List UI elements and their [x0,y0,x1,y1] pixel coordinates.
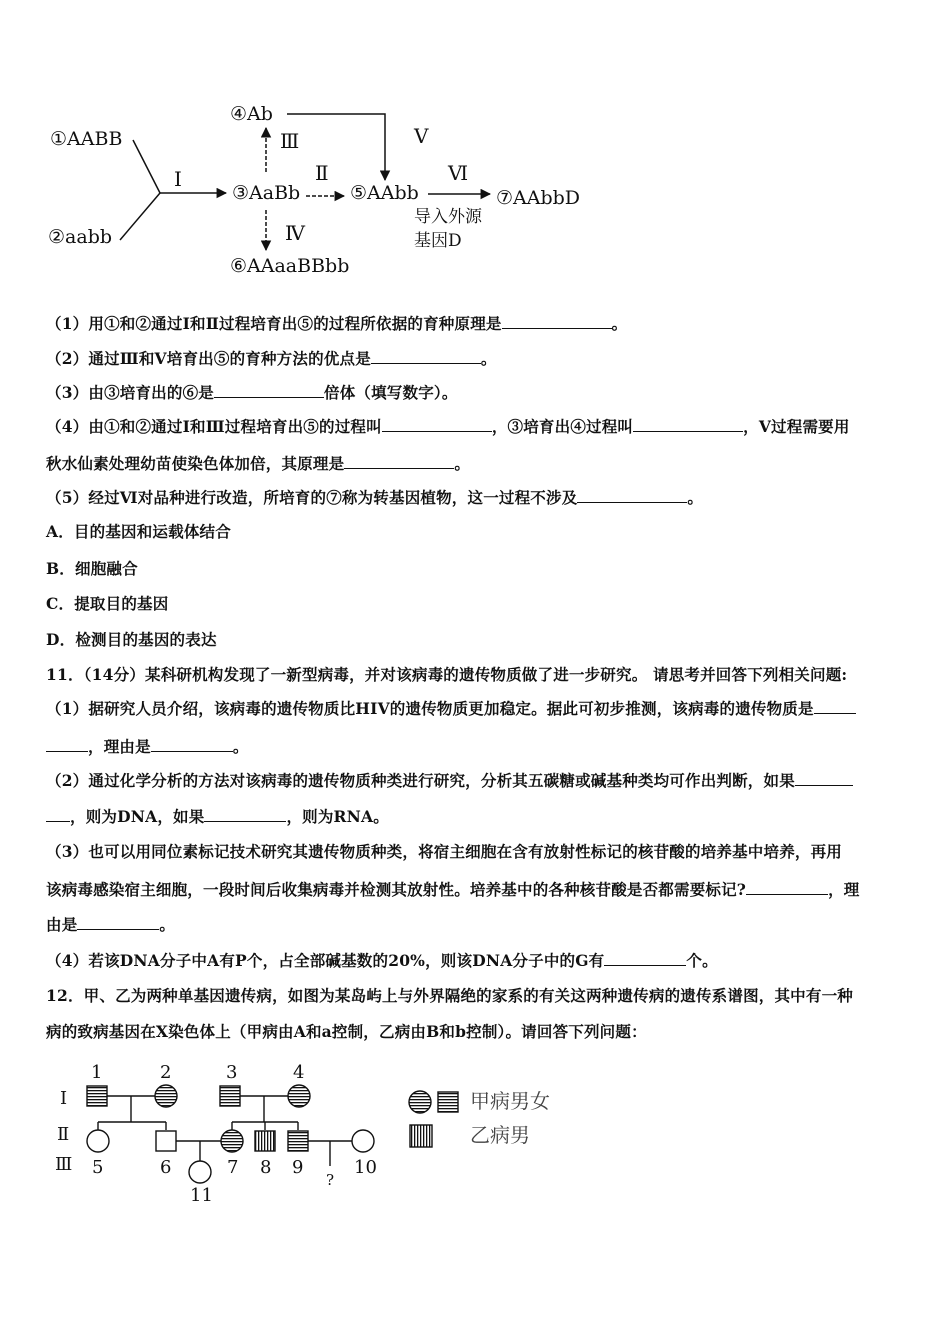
individual-5-number: 5 [92,1157,104,1178]
individual-10-number: 10 [354,1157,377,1178]
route-label-3: Ⅲ [280,129,300,153]
q10-part4-cont-end: 。 [454,454,471,473]
generation-2-label: Ⅱ [57,1124,70,1145]
route-label-1: Ⅰ [174,167,182,191]
route-label-5: Ⅴ [414,124,429,148]
option-c[interactable]: C．提取目的基因 [46,594,169,613]
q11-part1-end: 。 [232,737,249,756]
generation-3-label: Ⅲ [55,1154,73,1175]
answer-blank[interactable] [633,417,743,432]
q11-part2-rna: ，则为RNA。 [286,807,389,826]
option-b[interactable]: B．细胞融合 [46,559,138,578]
q10-part2 [46,347,497,369]
q11-part3-li: ，理 [828,880,860,899]
individual-2-affected-female [155,1085,177,1107]
genotype-1: ①AABB [50,128,123,150]
individual-6-male [156,1131,176,1151]
individual-1-number: 1 [91,1062,103,1083]
q12-line2: 病的致病基因在X染色体上（甲病由A和a控制，乙病由B和b控制）。请回答下列问题： [46,1022,647,1041]
unknown-child-mark: ? [326,1171,335,1189]
q11-part2-text: （2）通过化学分析的方法对该病毒的遗传物质种类进行研究，分析其五碳糖或碱基种类均可作出判断，如果 [46,771,795,790]
answer-blank[interactable] [46,737,88,752]
cross-line-lower [120,193,160,240]
individual-7-affected-female [221,1130,243,1152]
q11-part1-reason: ，理由是 [88,737,151,756]
individual-4-number: 4 [293,1062,305,1083]
individual-11-female [189,1161,211,1183]
q12-line1: 12．甲、乙为两种单基因遗传病，如图为某岛屿上与外界隔绝的家系的有关这两种遗传病的遗传系谱图，其中有一种 [46,986,853,1005]
individual-11-number: 11 [190,1185,213,1206]
answer-blank[interactable] [502,314,612,329]
q10-part4-cont-text: 秋水仙素处理幼苗使染色体加倍，其原理是 [46,454,345,473]
q10-part4-text: （4）由①和②通过Ⅰ和Ⅲ过程培育出⑤的过程叫 [46,417,382,436]
q11-part1-text: （1）据研究人员介绍，该病毒的遗传物质比HIV的遗传物质更加稳定。据此可初步推测，该病毒的遗传物质是 [46,699,814,718]
answer-blank[interactable] [795,771,853,786]
individual-8-affected-male-b [255,1131,275,1151]
individual-10-female [352,1130,374,1152]
q11-part3: （3）也可以用同位素标记技术研究其遗传物质种类，将宿主细胞在含有放射性标记的核苷酸的培养基中培养，再用 [46,842,842,861]
pedigree-chart [0,1060,950,1220]
answer-blank[interactable] [371,349,481,364]
answer-blank[interactable] [151,737,233,752]
q11-part3-cont [46,878,860,900]
individual-4-affected-female [288,1085,310,1107]
q10-part3-text: （3）由③培育出的⑥是 [46,383,214,402]
q10-part4-cont [46,452,470,474]
genotype-5: ⑤AAbb [350,182,419,204]
individual-5-female [87,1130,109,1152]
individual-8-number: 8 [260,1157,272,1178]
genotype-7: ⑦AAbbD [496,187,581,209]
answer-blank[interactable] [46,807,70,822]
q10-part3 [46,381,458,403]
legend-disease-a: 甲病男女 [470,1089,550,1113]
individual-3-number: 3 [226,1062,238,1083]
q11-part4-end: 个。 [686,951,718,970]
legend-disease-b: 乙病男 [470,1123,530,1147]
individual-3-affected-male [220,1086,240,1106]
genotype-4: ④Ab [230,103,273,125]
q11-part3-reason-text: 由是 [46,915,78,934]
q11-part3-end: 。 [159,915,176,934]
q11-part3-reason [46,913,175,935]
q10-part4-mid: ，③培育出④过程叫 [491,417,634,436]
route-label-2: Ⅱ [315,161,329,185]
q10-part4-tail: ，Ⅴ过程需要用 [743,417,850,436]
individual-6-number: 6 [160,1157,172,1178]
individual-9-number: 9 [292,1157,304,1178]
answer-blank[interactable] [344,454,454,469]
q11-heading: 11．（14分）某科研机构发现了一新型病毒，并对该病毒的遗传物质做了进一步研究。 请思考并回答下列相关问题: [46,665,848,684]
q10-part2-end: 。 [480,349,497,368]
q11-part2-cont [46,805,389,827]
individual-7-number: 7 [227,1157,239,1178]
answer-blank[interactable] [577,488,687,503]
route-label-6: Ⅵ [448,161,469,185]
q10-part3-end: 倍体（填写数字）。 [324,383,458,402]
cross-line-upper [133,140,160,193]
legend-affected-male-symbol [438,1092,458,1112]
answer-blank[interactable] [604,951,686,966]
answer-blank[interactable] [77,915,159,930]
q10-part5-text: （5）经过Ⅵ对品种进行改造，所培育的⑦称为转基因植物，这一过程不涉及 [46,488,578,507]
answer-blank[interactable] [214,383,324,398]
option-d[interactable]: D．检测目的基因的表达 [46,630,217,649]
q11-part2-dna: ，则为DNA，如果 [70,807,205,826]
answer-blank[interactable] [814,699,856,714]
genotype-3: ③AaBb [232,182,301,204]
option-a[interactable]: A．目的基因和运载体结合 [46,522,231,541]
route-label-4: Ⅳ [285,221,305,245]
q10-part4 [46,415,850,437]
arrow-route-5 [287,114,385,180]
q10-part2-text: （2）通过Ⅲ和Ⅴ培育出⑤的育种方法的优点是 [46,349,371,368]
foreign-gene-note-2: 基因D [414,231,462,251]
legend-affected-female-symbol [409,1091,431,1113]
q11-part2 [46,769,853,791]
answer-blank[interactable] [382,417,492,432]
generation-1-label: Ⅰ [60,1088,68,1109]
q10-part5-end: 。 [687,488,704,507]
individual-1-affected-male [87,1086,107,1106]
individual-2-number: 2 [160,1062,172,1083]
q10-part1 [46,312,627,334]
genotype-6: ⑥AAaaBBbb [230,255,350,277]
q10-part1-text: （1）用①和②通过Ⅰ和Ⅱ过程培育出⑤的过程所依据的育种原理是 [46,314,502,333]
answer-blank[interactable] [746,880,828,895]
q11-part1-cont [46,735,249,757]
q10-part5 [46,486,703,508]
q10-part1-end: 。 [611,314,628,333]
genotype-2: ②aabb [48,226,113,248]
legend-affected-male-b-symbol [410,1125,432,1147]
breeding-diagram [0,0,950,290]
q11-part3-question: 该病毒感染宿主细胞，一段时间后收集病毒并检测其放射性。培养基中的各种核苷酸是否都需要标记? [46,880,747,899]
answer-blank[interactable] [204,807,286,822]
q11-part4 [46,949,718,971]
q11-part1 [46,697,856,719]
individual-9-affected-male [288,1131,308,1151]
q11-part4-text: （4）若该DNA分子中A有P个，占全部碱基数的20%，则该DNA分子中的G有 [46,951,605,970]
foreign-gene-note-1: 导入外源 [414,207,482,227]
